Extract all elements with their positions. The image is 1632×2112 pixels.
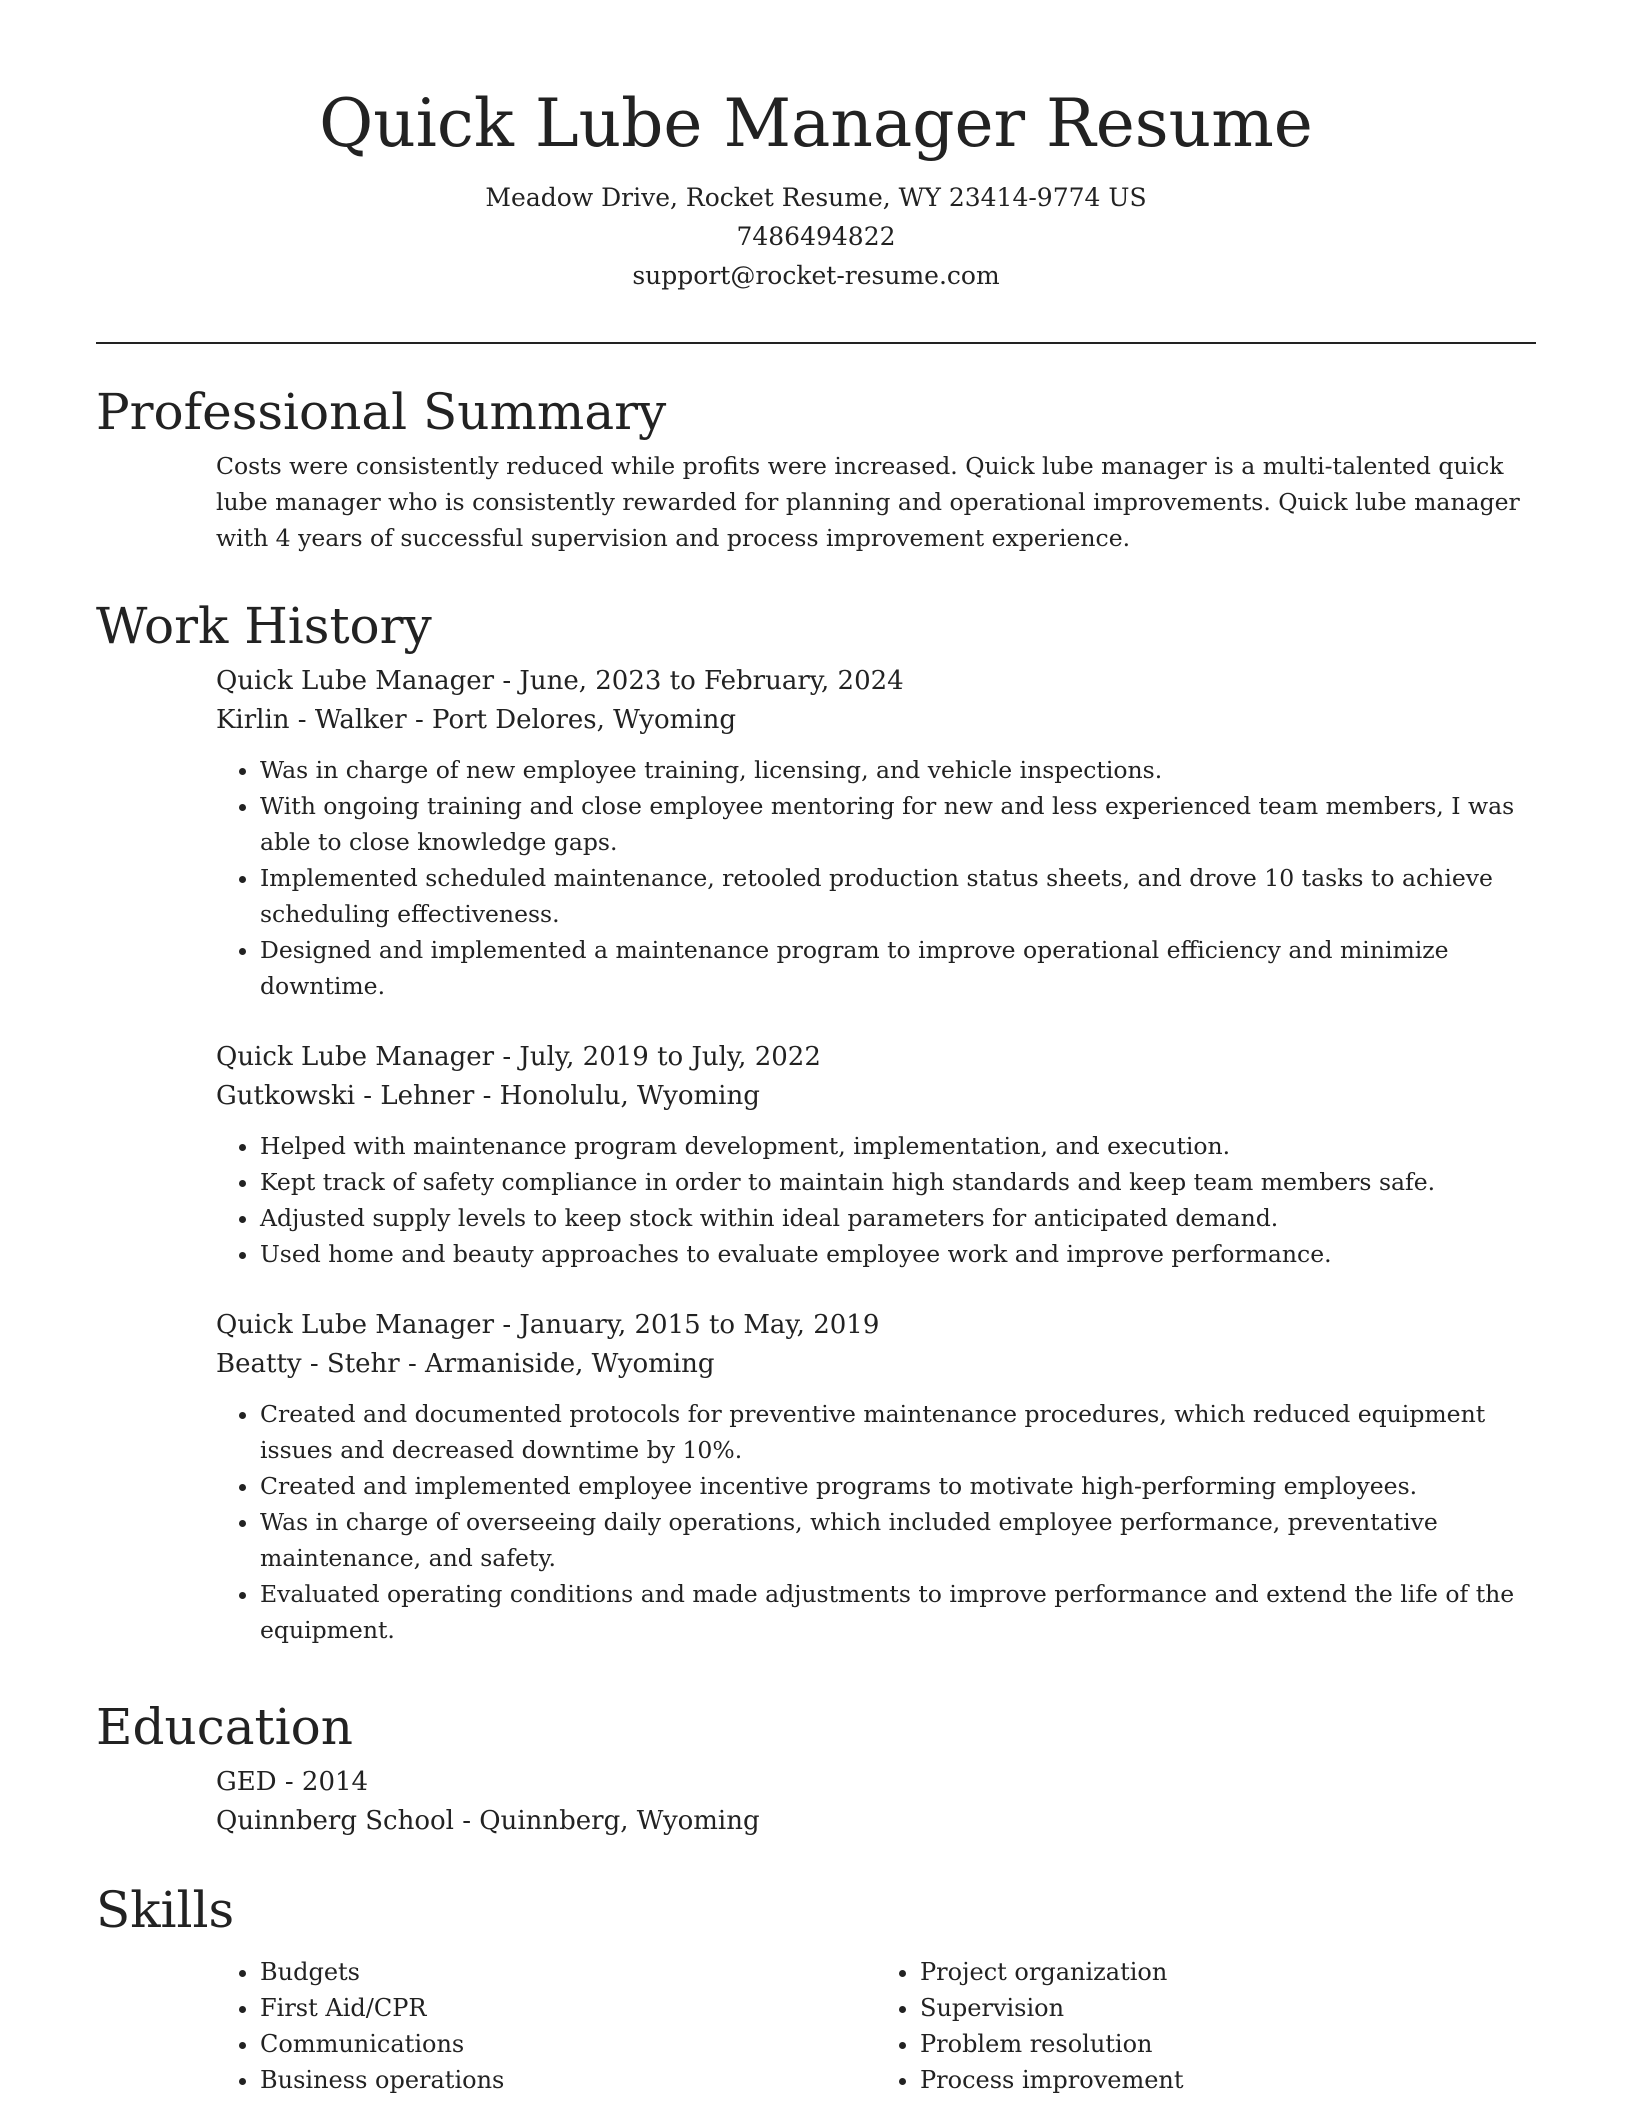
resume-title: Quick Lube Manager Resume (319, 85, 1313, 162)
contact-info (96, 178, 1536, 295)
header-divider (96, 342, 1536, 344)
job-bullet: • Helped with maintenance program development, implementation, and execution. (260, 1128, 1536, 1164)
section-title-work-history: Work History (96, 597, 432, 655)
phone: 7486494822 (736, 222, 896, 251)
job-role: Quick Lube Manager - July, 2019 to July, 2022 (216, 1042, 821, 1072)
job-entry (216, 1306, 1536, 1648)
skills-list-left (216, 1954, 876, 2098)
skill-item: • Supervision (920, 1990, 1536, 2026)
job-company: Gutkowski - Lehner - Honolulu, Wyoming (216, 1081, 760, 1111)
education-degree: GED - 2014 (216, 1767, 369, 1797)
skills-columns (216, 1940, 1536, 2098)
email: support@rocket-resume.com (632, 261, 1000, 290)
job-entry (216, 1038, 1536, 1272)
job-bullets (216, 1128, 1536, 1272)
job-company: Beatty - Stehr - Armaniside, Wyoming (216, 1349, 715, 1379)
work-history-section (96, 596, 1536, 1648)
job-bullet: • With ongoing training and close employee mentoring for new and less experienced team members, I was able to close knowledge gaps. (260, 788, 1536, 860)
skill-item: • Problem resolution (920, 2026, 1536, 2062)
job-bullet: • Designed and implemented a maintenance program to improve operational efficiency and minimize downtime. (260, 932, 1536, 1004)
skill-item: • Budgets (260, 1954, 876, 1990)
summary-section (96, 382, 1536, 556)
section-title-skills: Skills (96, 1881, 235, 1939)
job-bullet: • Adjusted supply levels to keep stock within ideal parameters for anticipated demand. (260, 1200, 1536, 1236)
job-bullet: • Was in charge of new employee training, licensing, and vehicle inspections. (260, 752, 1536, 788)
skills-list-right (876, 1954, 1536, 2098)
job-entry (216, 662, 1536, 1004)
skill-item: • Business operations (260, 2062, 876, 2098)
job-role: Quick Lube Manager - January, 2015 to May, 2019 (216, 1310, 880, 1340)
job-company: Kirlin - Walker - Port Delores, Wyoming (216, 705, 736, 735)
skill-item: • First Aid/CPR (260, 1990, 876, 2026)
job-bullet: • Was in charge of overseeing daily operations, which included employee performance, preventative maintenance, and safety. (260, 1504, 1536, 1576)
job-bullet: • Used home and beauty approaches to evaluate employee work and improve performance. (260, 1236, 1536, 1272)
section-title-summary: Professional Summary (96, 383, 667, 441)
job-bullet: • Kept track of safety compliance in order to maintain high standards and keep team members safe. (260, 1164, 1536, 1200)
job-role: Quick Lube Manager - June, 2023 to February, 2024 (216, 666, 904, 696)
job-bullet: • Created and documented protocols for preventive maintenance procedures, which reduced equipment issues and decreased downtime by 10%. (260, 1396, 1536, 1468)
job-bullets (216, 752, 1536, 1004)
skill-item: • Project organization (920, 1954, 1536, 1990)
job-bullet: • Evaluated operating conditions and made adjustments to improve performance and extend the life of the equipment. (260, 1576, 1536, 1648)
summary-text: Costs were consistently reduced while profits were increased. Quick lube manager is a multi-talented quick lube manager who is consistently rewarded for planning and operational improvements. Quick lube manager with 4 years of successful supervision and process improvement experience. (216, 452, 1520, 552)
skill-item: • Process improvement (920, 2062, 1536, 2098)
job-bullet: • Created and implemented employee incentive programs to motivate high-performing employees. (260, 1468, 1536, 1504)
job-bullet: • Implemented scheduled maintenance, retooled production status sheets, and drove 10 tasks to achieve scheduling effectiveness. (260, 860, 1536, 932)
section-title-education: Education (96, 1698, 353, 1756)
job-bullets (216, 1396, 1536, 1648)
skills-section (96, 1880, 1536, 2098)
address: Meadow Drive, Rocket Resume, WY 23414-9774 US (485, 183, 1147, 212)
resume-header (96, 80, 1536, 295)
education-school: Quinnberg School - Quinnberg, Wyoming (216, 1806, 760, 1836)
skill-item: • Communications (260, 2026, 876, 2062)
education-section (96, 1697, 1536, 1841)
